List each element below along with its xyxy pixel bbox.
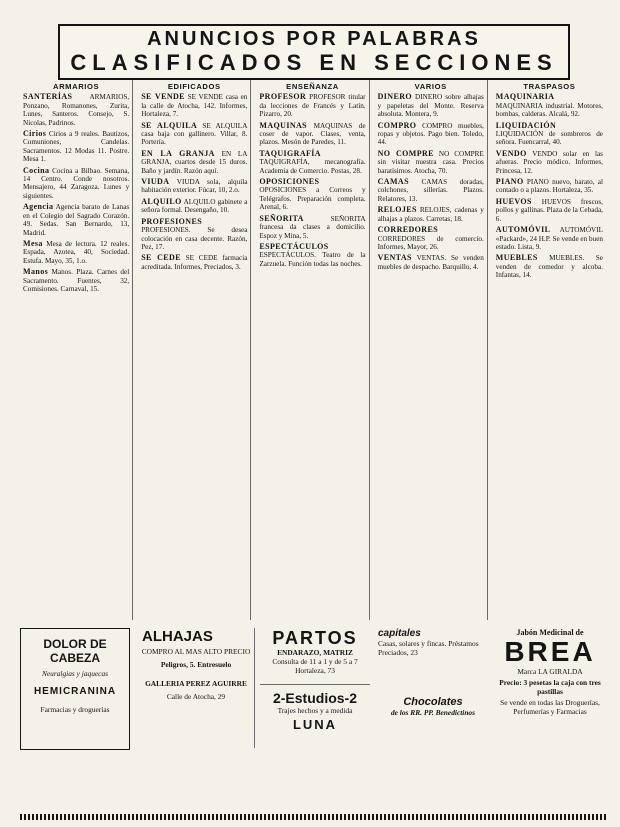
classified-ad bbox=[259, 215, 365, 240]
ad-partos-name: ENDARAZO, MATRIZ bbox=[277, 648, 353, 657]
section-heading: VARIOS bbox=[414, 82, 447, 91]
ad-brea bbox=[494, 628, 606, 748]
ad-dolor-brand: HEMICRANINA bbox=[33, 686, 117, 697]
classified-ad bbox=[378, 178, 484, 203]
ad-text: RELOJES, cadenas y alhajas a plazos. Carretas, 18. bbox=[377, 206, 484, 223]
ad-brea-footer: Se vende en todas las Droguerías, Perfumerías y Farmacias bbox=[500, 698, 600, 716]
ad-keyword: SE CEDE bbox=[141, 253, 181, 263]
ad-capitales-line: Casas, solares y fincas. Préstamos bbox=[378, 639, 479, 648]
ad-keyword: VIUDA bbox=[141, 177, 170, 187]
ad-brea-title: Jabón Medicinal de bbox=[516, 628, 584, 637]
column-3 bbox=[256, 80, 369, 620]
ad-text: NO COMPRE sin visitar nuestra casa. Precios baratísimos. Atocha, 70. bbox=[377, 149, 484, 175]
masthead-title: ANUNCIOS POR PALABRAS bbox=[147, 28, 481, 50]
ad-keyword: SE VENDE bbox=[141, 92, 185, 102]
ad-keyword: NO COMPRE bbox=[377, 148, 434, 158]
ad-keyword: VENDO bbox=[495, 148, 527, 158]
ad-keyword: Cocina bbox=[23, 165, 50, 175]
classified-ad bbox=[496, 178, 603, 195]
ad-text: DINERO sobre alhajas y papeletas del Monte. Reserva absoluta. Montera, 9. bbox=[377, 93, 484, 119]
ad-text: COMPRO muebles, ropas y objetos. Pago bien. Toledo, 44. bbox=[377, 121, 484, 147]
classified-ad bbox=[141, 218, 247, 252]
classified-ad bbox=[496, 198, 603, 223]
ad-brea-subtitle: Marca LA GIRALDA bbox=[517, 667, 583, 676]
ad-text: SE VENDE casa en la calle de Atocha, 142. Informes, Hortaleza, 7. bbox=[141, 93, 248, 119]
ad-keyword: DINERO bbox=[377, 92, 412, 102]
classified-ad bbox=[141, 178, 247, 195]
classified-ad bbox=[378, 206, 484, 223]
ad-text: PROFESIONES. Se desea colocación en casa decente. Razón, Pez, 17. bbox=[141, 226, 248, 251]
classified-ad bbox=[259, 122, 365, 147]
ad-text: CORREDORES de comercio. Informes, Mayor, 26. bbox=[377, 234, 484, 251]
ad-text: TAQUIGRAFÍA, mecanografía. Academia de Comercio. Postas, 28. bbox=[259, 158, 366, 175]
classified-columns bbox=[20, 80, 606, 620]
ad-dolor-title: DOLOR DE CABEZA bbox=[43, 637, 107, 665]
ad-text: Agencia barato de Lanas en el Colegio del Sagrado Corazón. 49. Sedas. San Bernardo, 13, Madrid. bbox=[23, 203, 130, 237]
ad-estudios-title: 2-Estudios-2 bbox=[272, 690, 357, 706]
ad-text: SEÑORITA francesa da clases a domicilio. Espoz y Mina, 5. bbox=[259, 214, 366, 240]
ad-estudios-subtitle: Trajes hechos y a medida bbox=[277, 706, 353, 715]
classified-ad bbox=[496, 226, 603, 251]
ad-partos-footer: Hortaleza, 73 bbox=[295, 666, 335, 675]
ad-partos-info: Consulta de 11 a 1 y de 5 a 7 bbox=[272, 657, 358, 666]
column-1 bbox=[20, 80, 133, 620]
classified-ad bbox=[378, 150, 484, 175]
ad-estudios-name: LUNA bbox=[292, 717, 338, 732]
column-2 bbox=[138, 80, 251, 620]
classified-ad bbox=[378, 226, 484, 251]
ad-brea-brand: BREA bbox=[504, 636, 596, 667]
section-heading: ARMARIOS bbox=[53, 82, 100, 91]
ad-keyword: SE ALQUILA bbox=[141, 120, 198, 130]
ad-text: VIUDA sola, alquila habitación exterior. Fúcar, 10, 2.o. bbox=[141, 178, 248, 195]
section-heading: ENSEÑANZA bbox=[286, 82, 339, 91]
ad-chocolates-line: de los RR. PP. Benedictinos bbox=[390, 708, 476, 717]
ad-capitales bbox=[378, 628, 488, 688]
classified-ad bbox=[141, 198, 247, 215]
classified-ad bbox=[141, 122, 247, 147]
ad-brea-line: Precio: 3 pesetas la caja con tres pastillas bbox=[499, 678, 601, 696]
ad-keyword: SEÑORITA bbox=[259, 213, 304, 223]
ad-text: MAQUINAS de coser de vapor. Clases, venta, plazos. Mesón de Paredes, 11. bbox=[259, 121, 366, 147]
ad-keyword: COMPRO bbox=[377, 120, 417, 130]
ad-keyword: Manos bbox=[23, 267, 49, 277]
ad-text: MAQUINARIA industrial. Motores, bombas, calderas. Alcalá, 92. bbox=[495, 101, 603, 119]
ad-chocolates bbox=[378, 696, 488, 748]
ad-keyword: HUEVOS bbox=[495, 196, 532, 206]
ad-keyword: TAQUIGRAFÍA bbox=[259, 148, 321, 158]
ad-text: PIANO nuevo, barato, al contado o a plazos. Hortaleza, 35. bbox=[495, 178, 603, 195]
ad-keyword: ESPECTÁCULOS bbox=[259, 241, 329, 251]
classified-ad bbox=[141, 254, 247, 271]
ad-dolor-subtitle: Neuralgias y jaquecas bbox=[41, 669, 109, 678]
page-bottom-rule bbox=[20, 814, 606, 820]
ad-keyword: CORREDORES bbox=[377, 225, 439, 235]
ad-text: VENDO solar en las afueras. Precio módico. Informes, Princesa, 12. bbox=[495, 149, 603, 175]
ad-text: LIQUIDACIÓN de sombreros de señora. Fuencarral, 40. bbox=[495, 130, 603, 147]
ad-text: AUTOMÓVIL «Packard», 24 H.P. Se vende en buen estado. Lista, 9. bbox=[495, 226, 603, 251]
masthead bbox=[58, 24, 570, 80]
ad-alhajas-footer: Calle de Atocha, 29 bbox=[166, 692, 226, 701]
classified-ad bbox=[23, 167, 129, 201]
classified-ad bbox=[23, 240, 129, 265]
ad-keyword: CAMAS bbox=[377, 177, 409, 187]
ad-alhajas-line: Peligros, 5. Entresuelo bbox=[160, 660, 232, 669]
column-5 bbox=[493, 80, 606, 620]
ad-text: Cirios a 9 reales. Bautizos, Comuniones, Candelas. Sacramentos. 12 Modas 11. Postre. Mesa 1. bbox=[23, 130, 130, 164]
ad-text: ARMARIOS, Ponzano, Romanones, Zurita, Lunes, Santeros. Consejo, S. Nicolas, Padrinos. bbox=[23, 93, 130, 127]
section-heading: TRASPASOS bbox=[523, 82, 576, 91]
ad-keyword: PROFESIONES bbox=[141, 216, 203, 226]
ad-text: ESPECTÁCULOS. Teatro de la Zarzuela. Función todas las noches. bbox=[259, 251, 366, 268]
ad-keyword: LIQUIDACIÓN bbox=[495, 120, 557, 130]
ad-keyword: SANTERÍAS bbox=[23, 92, 73, 102]
classified-ad bbox=[23, 130, 129, 164]
classified-ad bbox=[23, 203, 129, 237]
ad-keyword: MAQUINAS bbox=[259, 120, 308, 130]
ad-alhajas-shop: GALLERIA PEREZ AGUIRRE bbox=[145, 679, 247, 688]
ad-chocolates-title: Chocolates bbox=[403, 696, 463, 708]
ad-alhajas bbox=[138, 628, 255, 748]
classified-ad bbox=[23, 93, 129, 127]
masthead-subtitle: CLASIFICADOS EN SECCIONES bbox=[70, 50, 558, 75]
ad-text: HUEVOS frescos, pollos y gallinas. Plaza de la Cebada, 6. bbox=[495, 197, 603, 223]
ad-text: EN LA GRANJA, cuartos desde 15 duros. Baño y jardín. Razón aquí. bbox=[141, 149, 248, 175]
ad-text: VENTAS. Se venden muebles de despacho. Barquillo, 4. bbox=[377, 254, 484, 271]
ad-keyword: ALQUILO bbox=[141, 196, 182, 206]
column-4 bbox=[375, 80, 488, 620]
ad-text: CAMAS doradas, colchones, sillerías. Plazos. Relatores, 13. bbox=[377, 178, 484, 203]
classified-ad bbox=[259, 93, 365, 118]
classified-ad bbox=[496, 254, 603, 279]
ad-keyword: Mesa bbox=[23, 238, 43, 248]
classified-ad bbox=[259, 150, 365, 175]
ad-alhajas-title: ALHAJAS bbox=[142, 628, 213, 645]
ad-partos-title: PARTOS bbox=[272, 628, 358, 648]
classified-ad bbox=[496, 122, 603, 147]
ad-dolor-footer: Farmacias y droguerías bbox=[40, 705, 110, 714]
ad-estudios bbox=[260, 690, 370, 748]
ad-keyword: MAQUINARIA bbox=[495, 92, 555, 102]
classified-ad bbox=[259, 243, 365, 268]
ad-keyword: PIANO bbox=[495, 177, 524, 187]
ad-keyword: Cirios bbox=[23, 129, 47, 139]
ad-keyword: PROFESOR bbox=[259, 92, 307, 102]
classified-ad bbox=[378, 122, 484, 147]
ad-keyword: MUEBLES bbox=[495, 253, 538, 263]
ad-text: ALQUILO gabinete a señora formal. Desengaño, 10. bbox=[141, 197, 248, 215]
ad-keyword: VENTAS bbox=[377, 253, 412, 263]
ad-partos bbox=[260, 628, 370, 685]
classified-ad bbox=[378, 254, 484, 271]
ad-keyword: Agencia bbox=[23, 202, 54, 212]
ad-text: PROFESOR titular da lecciones de Francés y Latín. Pizarro, 20. bbox=[259, 93, 366, 119]
ad-keyword: OPOSICIONES bbox=[259, 177, 320, 187]
ad-text: Cocina a Bilbao. Semana, 14 Centro. Conde nosotros. Mensajero, 44 Zaragoza. Lunes y siguientes. bbox=[23, 166, 130, 200]
ad-text: MUEBLES. Se venden de comedor y alcoba. Infantas, 14. bbox=[495, 254, 603, 280]
ad-dolor-de-cabeza bbox=[20, 628, 130, 750]
classified-ad bbox=[141, 150, 247, 175]
ad-text: Manos. Plaza. Carnes del Sacramento. Fuentes, 32, Comisiones. Carnaval, 15. bbox=[23, 268, 130, 293]
ad-text: SE CEDE farmacia acreditada. Informes, Preciados, 3. bbox=[141, 254, 248, 271]
ad-keyword: EN LA GRANJA bbox=[141, 148, 215, 158]
ad-alhajas-tag: COMPRO AL MAS ALTO PRECIO bbox=[141, 647, 251, 656]
ad-text: OPOSICIONES a Correos y Telégrafos. Preparación completa. Arenal, 6. bbox=[259, 186, 366, 212]
display-ads bbox=[20, 624, 606, 820]
section-heading: EDIFICADOS bbox=[167, 82, 221, 91]
ad-text: Mesa de lectura. 12 reales. Espada, Azotea, 40, Sociedad. Estufa. Mayo, 35, 1.o. bbox=[23, 239, 130, 265]
classified-ad bbox=[141, 93, 247, 118]
classified-ad bbox=[496, 150, 603, 175]
ad-capitales-title: capitales bbox=[378, 628, 421, 639]
classified-ad bbox=[378, 93, 484, 118]
ad-keyword: AUTOMÓVIL bbox=[495, 225, 551, 235]
classified-ad bbox=[259, 178, 365, 212]
ad-capitales-footer: Preciados, 23 bbox=[378, 648, 418, 657]
ad-text: SE ALQUILA casa baja con gallinero. Villar, 8. Portería. bbox=[141, 121, 248, 147]
classified-ad bbox=[496, 93, 603, 118]
ad-keyword: RELOJES bbox=[377, 205, 417, 215]
classified-ad bbox=[23, 268, 129, 293]
